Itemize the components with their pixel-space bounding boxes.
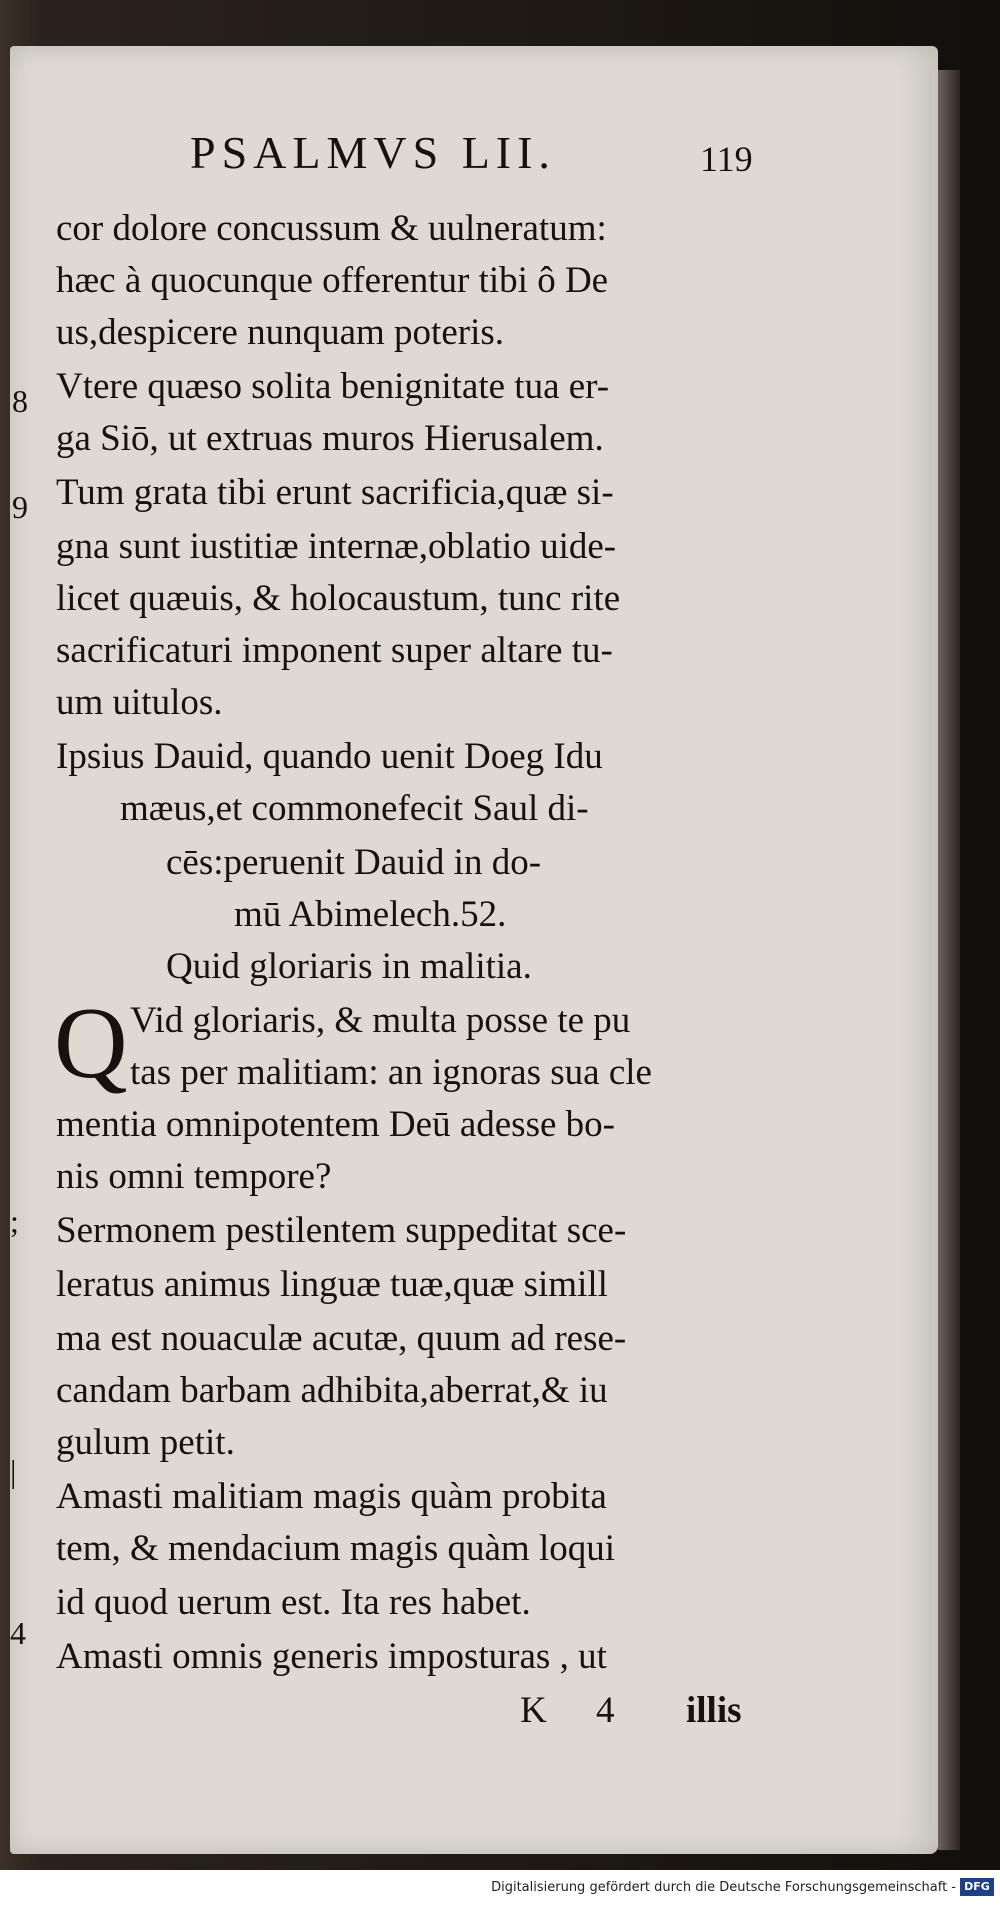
text-line: Amasti omnis generis imposturas , ut (56, 1636, 607, 1677)
text-line: Tum grata tibi erunt sacrificia,quæ si- (56, 472, 614, 513)
psalm-title-line: Ipsius Dauid, quando uenit Doeg Idu (56, 736, 603, 777)
page-header (180, 126, 780, 196)
text-line: candam barbam adhibita,aberrat,& iu (56, 1370, 608, 1411)
text-line: ma est nouaculæ acutæ, quum ad rese- (56, 1318, 627, 1359)
verse-number: 8 (12, 383, 28, 419)
signature-mark: K (520, 1690, 547, 1731)
text-line: tem, & mendacium magis quàm loqui (56, 1528, 616, 1569)
verse-number: 9 (12, 489, 28, 525)
drop-capital: Q (54, 987, 128, 1100)
psalm-title-line: cēs:peruenit Dauid in do- (166, 842, 542, 883)
text-line: Sermonem pestilentem suppeditat sce- (56, 1210, 627, 1251)
text-line: Vid gloriaris, & multa posse te pu (130, 1000, 631, 1041)
psalm-title-line: mæus,et commonefecit Saul di- (120, 788, 589, 829)
verse-number: | (10, 1453, 17, 1489)
text-line: um uitulos. (56, 682, 223, 723)
dfg-logo: DFG (960, 1878, 994, 1896)
psalm-title-line: mū Abimelech.52. (234, 894, 507, 935)
text-line: Vtere quæso solita benignitate tua er- (56, 366, 610, 407)
verse-number: ; (10, 1203, 19, 1239)
funding-credit: Digitalisierung gefördert durch die Deutsche Forschungsgemeinschaft - (491, 1880, 956, 1895)
text-line: ga Siō, ut extruas muros Hierusalem. (56, 418, 604, 459)
signature-number: 4 (596, 1690, 615, 1731)
text-line: mentia omnipotentem Deū adesse bo- (56, 1104, 615, 1145)
text-line: leratus animus linguæ tuæ,quæ simill (56, 1264, 608, 1305)
text-line: id quod uerum est. Ita res habet. (56, 1582, 531, 1623)
text-line: hæc à quocunque offerentur tibi ô De (56, 260, 609, 301)
running-head: PSALMVS LII. (190, 127, 556, 178)
text-line: licet quæuis, & holocaustum, tunc rite (56, 578, 621, 619)
catchword: illis (686, 1690, 742, 1731)
footer-bar (0, 1870, 1000, 1907)
book-edge (938, 70, 960, 1850)
text-line: sacrificaturi imponent super altare tu- (56, 630, 613, 671)
text-line: tas per malitiam: an ignoras sua cle (130, 1052, 652, 1093)
text-line: us,despicere nunquam poteris. (56, 312, 504, 353)
verse-number: 4 (10, 1615, 26, 1651)
text-line: gna sunt iustitiæ internæ,oblatio uide- (56, 526, 617, 567)
text-line: gulum petit. (56, 1422, 235, 1463)
printed-text (10, 46, 938, 1854)
text-line: cor dolore concussum & uulneratum: (56, 208, 607, 249)
book-page (10, 46, 938, 1854)
text-line: Amasti malitiam magis quàm probita (56, 1476, 607, 1517)
psalm-incipit: Quid gloriaris in malitia. (166, 946, 532, 987)
text-line: nis omni tempore? (56, 1156, 332, 1197)
page-number: 119 (700, 139, 753, 179)
